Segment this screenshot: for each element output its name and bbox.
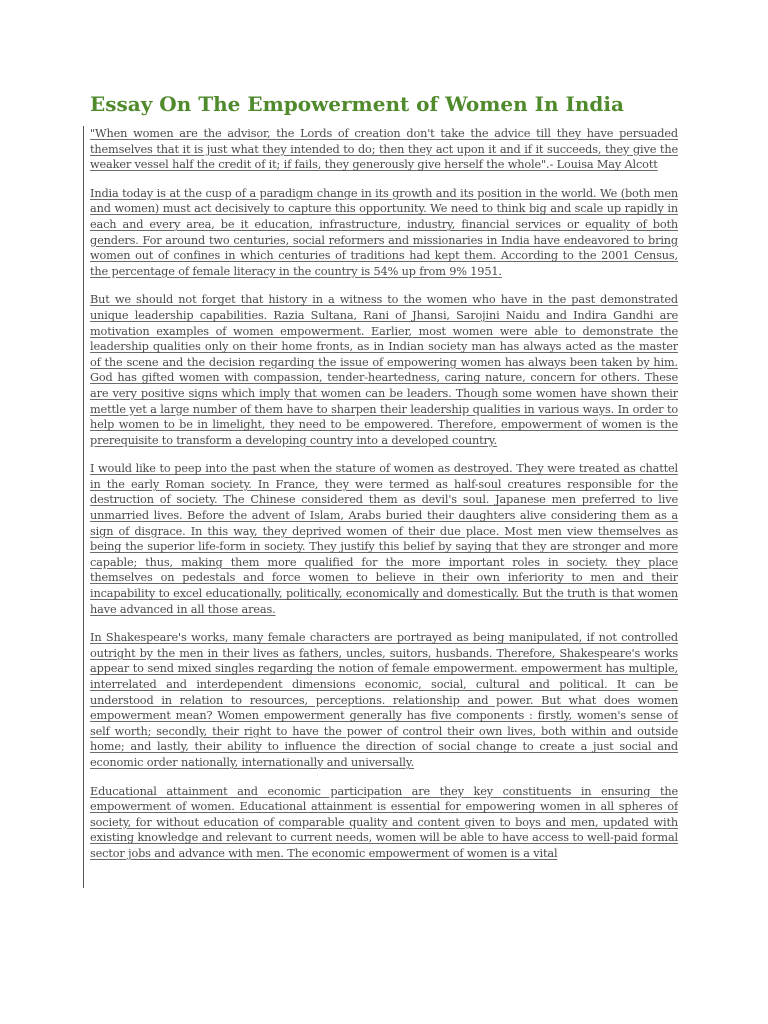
margin-rule bbox=[83, 126, 84, 888]
document-title: Essay On The Empowerment of Women In India bbox=[90, 92, 624, 116]
document-body bbox=[90, 126, 678, 890]
paragraph-india-today: India today is at the cusp of a paradigm change in its growth and its position in the world. We (both men and women) must act decisively to capture this opportunity. We need to think big and scale up rapidly in each and every area, be it education, infrastructure, industry, financial services or equality of both genders. For around two centuries, social reformers and missionaries in India have endeavored to bring women out of confines in which centuries of traditions had kept them. According to the 2001 Census, the percentage of female literacy in the country is 54% up from 9% 1951. bbox=[90, 186, 678, 278]
paragraph-education: Educational attainment and economic participation are they key constituents in ensuring the empowerment of women. Educational attainment is essential for empowering women in all spheres of society, for without education of comparable quality and content given to boys and men, updated with existing knowledge and relevant to current needs, women will be able to have access to well-paid formal sector jobs and advance with men. The economic empowerment of women is a vital bbox=[90, 784, 678, 860]
paragraph-shakespeare: In Shakespeare's works, many female characters are portrayed as being manipulated, if not controlled outright by the men in their lives as fathers, uncles, suitors, husbands. Therefore, Shakespeare's works appear to send mixed singles regarding the notion of female empowerment. empowerment has multiple, interrelated and interdependent dimensions economic, social, cultural and political. It can be understood in relation to resources, perceptions. relationship and power. But what does women empowerment mean? Women empowerment generally has five components : firstly, women's sense of self worth; secondly, their right to have the power of control their own lives, both within and outside home; and lastly, their ability to influence the direction of social change to create a just social and economic order nationally, internationally and universally. bbox=[90, 631, 678, 769]
paragraph-history: But we should not forget that history in a witness to the women who have in the past demonstrated unique leadership capabilities. Razia Sultana, Rani of Jhansi, Sarojini Naidu and Indira Gandhi are motivation examples of women empowerment. Earlier, most women were able to demonstrate the leadership qualities only on their home fronts, as in Indian society man has always acted as the master of the scene and the decision regarding the issue of empowering women has always been taken by him. God has gifted women with compassion, tender-heartedness, caring nature, concern for others. These are very positive signs which imply that women can be leaders. Though some women have shown their mettle yet a large number of them have to sharpen their leadership qualities in various ways. In order to help women to be in limelight, they need to be empowered. Therefore, empowerment of women is the prerequisite to transform a developing country into a developed country. bbox=[90, 293, 678, 447]
paragraph-quote: "When women are the advisor, the Lords of creation don't take the advice till they have persuaded themselves that it is just what they intended to do; then they act upon it and if it succeeds, they give the weaker vessel half the credit of it; if fails, they generously give herself the whole".- Louisa May Alcott bbox=[90, 127, 678, 172]
paragraph-past: I would like to peep into the past when the stature of women as destroyed. They were treated as chattel in the early Roman society. In France, they were termed as half-soul creatures responsible for the destruction of society. The Chinese considered them as devil's soul. Japanese men preferred to live unmarried lives. Before the advent of Islam, Arabs buried their daughters alive considering them as a sign of disgrace. In this way, they deprived women of their due place. Most men view themselves as being the superior life-form in society. They justify this belief by saying that they are stronger and more capable; thus, making them more qualified for the more important roles in society. they place themselves on pedestals and force women to believe in their own inferiority to men and their incapability to excel educationally, politically, economically and domestically. But the truth is that women have advanced in all those areas. bbox=[90, 462, 678, 616]
